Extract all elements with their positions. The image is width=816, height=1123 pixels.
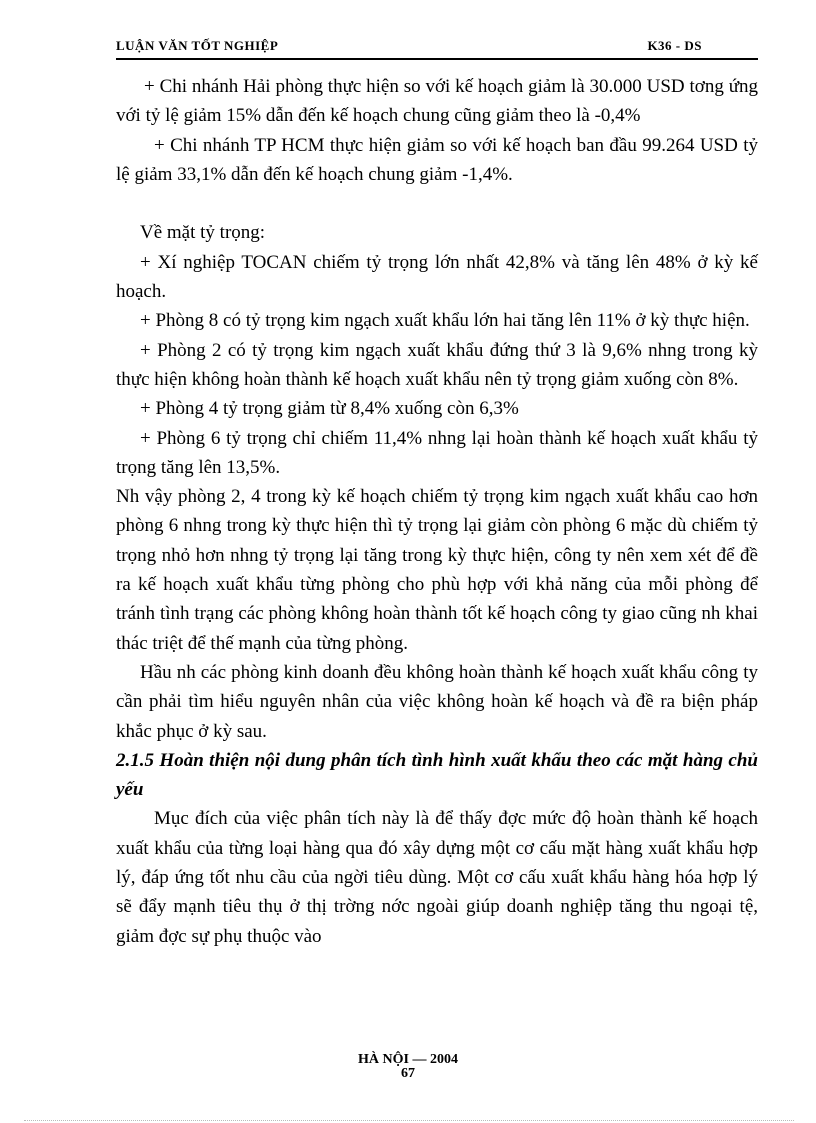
- paragraph-room-2: + Phòng 2 có tỷ trọng kim ngạch xuất khẩu đứng thứ 3 là 9,6% nhng trong kỳ thực hiện không hoàn thành kế hoạch xuất khẩu nên tỷ trọng giảm xuống còn 8%.: [116, 339, 758, 390]
- paragraph-room-8: + Phòng 8 có tỷ trọng kim ngạch xuất khẩu lớn hai tăng lên 11% ở kỳ thực hiện.: [140, 310, 750, 332]
- paragraph-hai-phong: + Chi nhánh Hải phòng thực hiện so với kế hoạch giảm là 30.000 USD tơng ứng với tỷ lệ giảm 15% dẫn đến kế hoạch chung cũng giảm theo là -0,4%: [116, 76, 758, 127]
- paragraph-gap: [116, 189, 758, 218]
- paragraph-tocan: + Xí nghiệp TOCAN chiếm tỷ trọng lớn nhất 42,8% và tăng lên 48% ở kỳ kế hoạch.: [116, 251, 758, 303]
- section-heading: 2.1.5 Hoàn thiện nội dung phân tích tình hình xuất khẩu theo các mặt hàng chủ yếu: [116, 749, 758, 801]
- footer-city-year: HÀ NỘI — 2004: [358, 1052, 458, 1067]
- class-code: K36 - DS: [647, 38, 702, 53]
- header-rule: [116, 58, 758, 60]
- page-header: [116, 38, 758, 56]
- page-number: 67: [401, 1066, 415, 1081]
- page-bottom-border: [24, 1120, 794, 1121]
- thesis-title: LUẬN VĂN TỐT NGHIỆP: [116, 38, 279, 53]
- paragraph-purpose: Mục đích của việc phân tích này là để thấy đợc mức độ hoàn thành kế hoạch xuất khẩu của từng loại hàng qua đó xây dựng một cơ cấu mặt hàng xuất khẩu hợp lý, đáp ứng tốt nhu cầu của ngời tiêu dùng. Một cơ cấu xuất khẩu hàng hóa hợp lý sẽ đẩy mạnh tiêu thụ ở thị trờng nớc ngoài giúp doanh nghiệp tăng thu ngoại tệ, giảm đợc sự phụ thuộc vào: [116, 808, 758, 947]
- paragraph-conclusion: Hầu nh các phòng kinh doanh đều không hoàn thành kế hoạch xuất khẩu công ty cần phải tìm hiểu nguyên nhân của việc không hoàn kế hoạch và đề ra biện pháp khắc phục ở kỳ sau.: [116, 661, 758, 742]
- paragraph-room-4: + Phòng 4 tỷ trọng giảm từ 8,4% xuống còn 6,3%: [140, 398, 519, 420]
- paragraph-hcm: + Chi nhánh TP HCM thực hiện giảm so với kế hoạch ban đầu 99.264 USD tỷ lệ giảm 33,1% dẫn đến kế hoạch chung giảm -1,4%.: [116, 134, 758, 185]
- paragraph-room-6: + Phòng 6 tỷ trọng chỉ chiếm 11,4% nhng lại hoàn thành kế hoạch xuất khẩu tỷ trọng tăng lên 13,5%.: [116, 427, 758, 478]
- paragraph-ratio-intro: Về mặt tỷ trọng:: [140, 222, 266, 244]
- document-body: [116, 72, 758, 951]
- paragraph-summary: Nh vậy phòng 2, 4 trong kỳ kế hoạch chiếm tỷ trọng kim ngạch xuất khẩu cao hơn phòng 6 nhng trong kỳ thực hiện thì tỷ trọng lại giảm còn phòng 6 mặc dù chiếm tỷ trọng nhỏ hơn nhng tỷ trọng lại tăng trong kỳ thực hiện, công ty nên xem xét để đề ra kế hoạch xuất khẩu từng phòng cho phù hợp với khả năng của mỗi phòng để tránh tình trạng các phòng không hoàn thành tốt kế hoạch công ty giao cũng nh khai thác triệt để thế mạnh của từng phòng.: [116, 486, 758, 654]
